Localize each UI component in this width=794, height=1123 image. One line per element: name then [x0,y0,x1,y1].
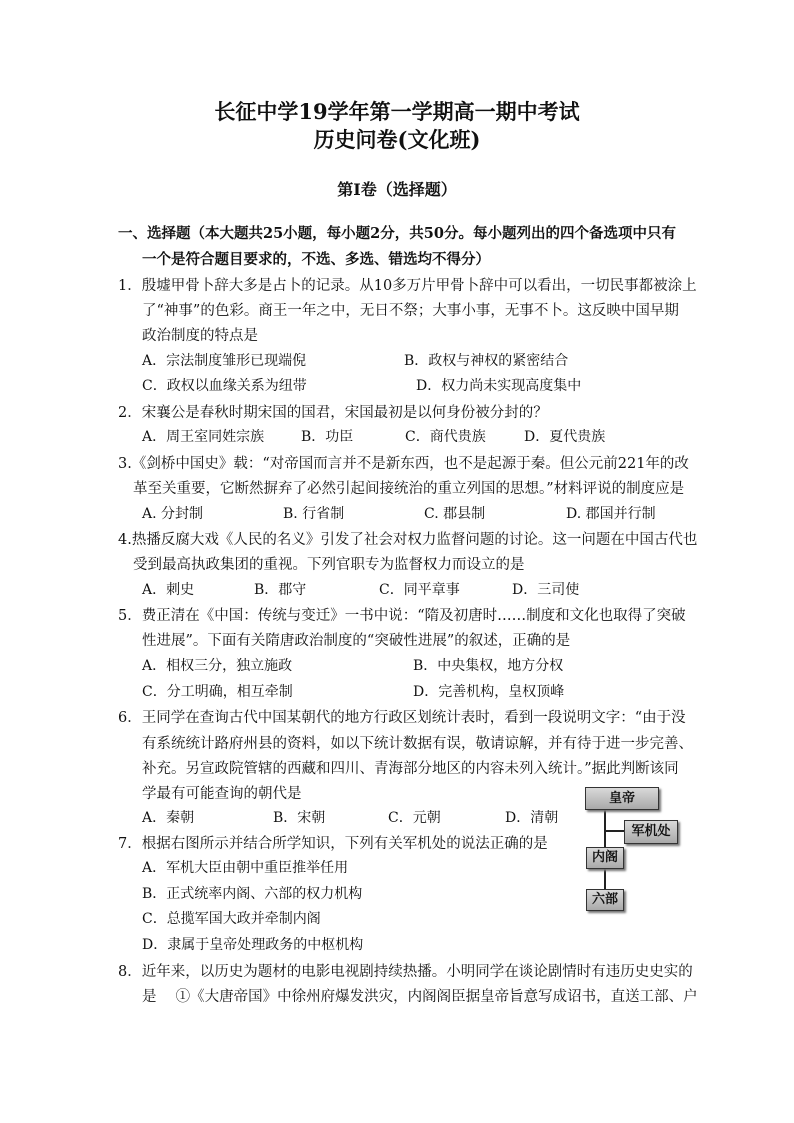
q6-option-b: B．宋朝 [273,810,326,826]
six-ministries-box: 六部 [586,889,624,911]
q5-option-b: B．中央集权，地方分权 [413,658,564,674]
q3-stem-line-1: 3.《剑桥中国史》载：“对帝国而言并不是新东西，也不是起源于秦。但公元前221年的改 [118,456,689,472]
q1-option-a: A．宗法制度雏形已现端倪 [142,353,307,369]
q1-option-b: B．政权与神权的紧密结合 [404,353,569,369]
q8-stem-line-2: 是 ①《大唐帝国》中徐州府爆发洪灾，内阁阁臣据皇帝旨意写成诏书，直送工部、户 [142,989,698,1005]
q6-stem-line-1: 6．王同学在查询古代中国某朝代的地方行政区划统计表时，看到一段说明文字：“由于没 [118,710,686,726]
cabinet-box: 内阁 [586,847,624,869]
q4-option-d: D．三司使 [512,582,580,598]
q1-stem-line-3: 政治制度的特点是 [142,328,258,344]
q4-option-c: C．同平章事 [379,582,460,598]
q6-option-c: C．元朝 [388,810,441,826]
q8-stem-line-1: 8．近年来，以历史为题材的电影电视剧持续热播。小明同学在谈论剧情时有违历史史实的 [118,964,693,980]
q6-option-d: D．清朝 [505,810,559,826]
q1-stem-line-2: 了“神事”的色彩。商王一年之中，无日不祭；大事小事，无事不卜。这反映中国早期 [142,303,679,319]
exam-subtitle: 历史问卷(文化班) [313,127,481,152]
instructions-line-1: 一、选择题（本大题共25小题，每小题2分，共50分。每小题列出的四个备选项中只有 [118,225,676,242]
q5-option-c: C．分工明确，相互牵制 [142,684,293,700]
q5-stem-line-2: 性进展”。下面有关隋唐政治制度的“突破性进展”的叙述，正确的是 [142,633,571,649]
q3-option-b: B. 行省制 [283,506,345,522]
q5-stem-line-1: 5．费正清在《中国：传统与变迁》一书中说：“隋及初唐时……制度和文化也取得了突破 [118,608,686,624]
q1-option-d: D．权力尚未实现高度集中 [416,378,582,394]
q1-option-c: C．政权以血缘关系为纽带 [142,378,307,394]
q2-option-a: A．周王室同姓宗族 [142,429,265,445]
q4-stem-line-1: 4.热播反腐大戏《人民的名义》引发了社会对权力监督问题的讨论。这一问题在中国古代也 [118,532,698,548]
q3-option-c: C. 郡县制 [424,506,486,522]
section-title: 第Ⅰ卷（选择题） [337,180,457,199]
q3-option-a: A. 分封制 [142,506,204,522]
grand-council-box: 军机处 [624,820,678,844]
q2-stem-line-1: 2．宋襄公是春秋时期宋国的国君，宋国最初是以何身份被分封的？ [118,405,548,421]
q7-option-a: A．军机大臣由朝中重臣推举任用 [142,860,349,876]
q4-option-a: A．刺史 [142,582,195,598]
q4-option-b: B．郡守 [254,582,307,598]
q2-option-b: B．功臣 [301,429,354,445]
q7-option-c: C．总揽军国大政并牵制内阁 [142,911,321,927]
q5-option-d: D．完善机构，皇权顶峰 [413,684,565,700]
q4-stem-line-2: 受到最高执政集团的重视。下列官职专为监督权力而设立的是 [133,557,525,573]
q2-option-d: D．夏代贵族 [524,429,606,445]
q6-stem-line-3: 补充。另宣政院管辖的西藏和四川、青海部分地区的内容未列入统计。”据此判断该同 [142,761,679,777]
q1-stem-line-1: 1．殷墟甲骨卜辞大多是占卜的记录。从10多万片甲骨卜辞中可以看出，一切民事都被涂上 [118,278,697,294]
emperor-box: 皇帝 [585,787,659,810]
exam-title: 长征中学19学年第一学期高一期中考试 [214,99,580,124]
q3-option-d: D. 郡国并行制 [566,506,656,522]
q7-option-d: D．隶属于皇帝处理政务的中枢机构 [142,937,364,953]
q2-option-c: C．商代贵族 [405,429,486,445]
instructions-line-2: 一个是符合题目要求的，不选、多选、错选均不得分） [142,251,490,268]
q7-stem-line-1: 7．根据右图所示并结合所学知识，下列有关军机处的说法正确的是 [118,836,548,852]
q3-stem-line-2: 革至关重要，它断然摒弃了必然引起间接统治的重立列国的思想。”材料评说的制度应是 [133,481,685,497]
q7-option-b: B．正式统率内阁、六部的权力机构 [142,886,363,902]
q5-option-a: A．相权三分，独立施政 [142,658,293,674]
q6-stem-line-2: 有系统统计路府州县的资料，如以下统计数据有误，敬请谅解，并有待于进一步完善、 [142,736,693,752]
q6-stem-line-4: 学最有可能查询的朝代是 [142,786,302,802]
connector-to-grand-council [604,830,624,832]
q6-option-a: A．秦朝 [142,810,195,826]
